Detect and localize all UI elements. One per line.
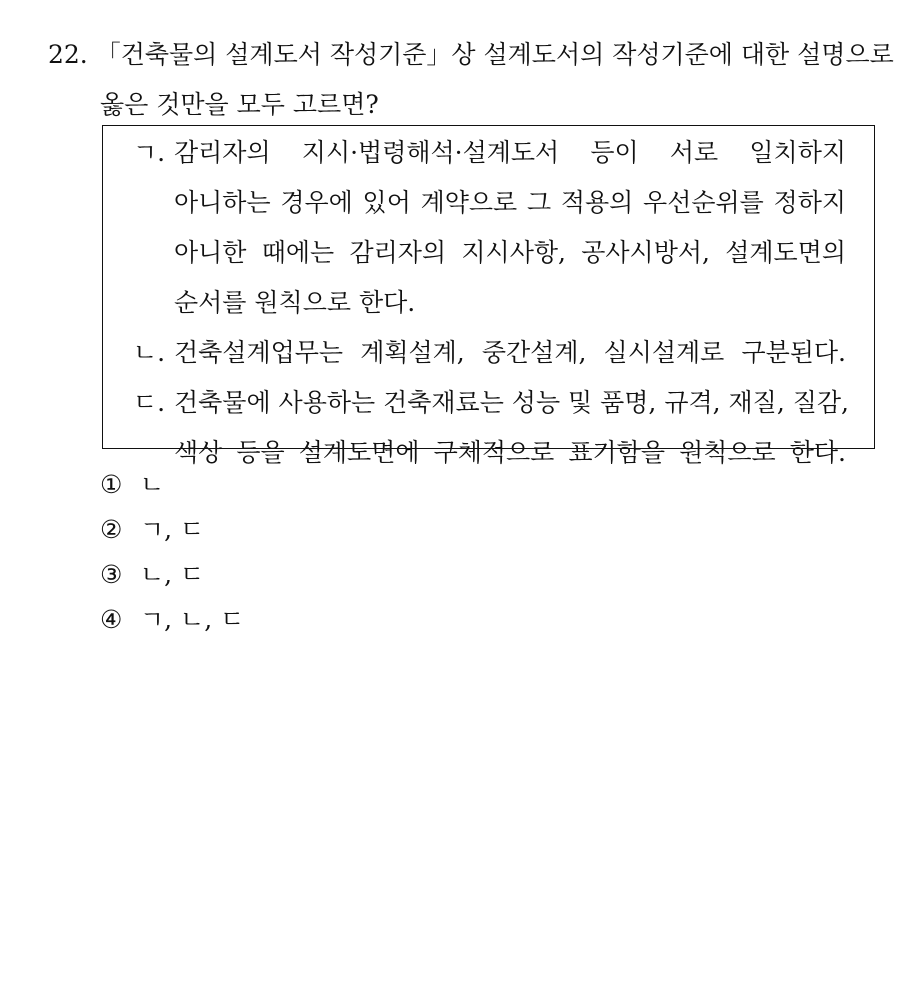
statement-giyeok bbox=[103, 128, 874, 328]
choice-text: ㄱ, ㄴ, ㄷ bbox=[140, 605, 245, 634]
statement-mark: ㄴ. bbox=[133, 338, 166, 367]
choice-number: ④ bbox=[100, 605, 123, 634]
statements-box bbox=[102, 125, 875, 467]
answer-choices bbox=[100, 462, 244, 642]
question-text-1: 「건축물의 설계도서 작성기준」상 설계도서의 작성기준에 대한 설명으로 bbox=[95, 40, 894, 69]
question-number: 22. bbox=[48, 40, 88, 69]
choice-text: ㄴ bbox=[140, 470, 165, 499]
question-text-2: 옳은 것만을 모두 고르면? bbox=[100, 90, 379, 119]
choice-number: ② bbox=[100, 515, 123, 544]
statement-line: 아니하는 경우에 있어 계약으로 그 적용의 우선순위를 정하지 bbox=[174, 188, 846, 217]
statement-line: 건축물에 사용하는 건축재료는 성능 및 품명, 규격, 재질, 질감, bbox=[174, 388, 849, 417]
statement-nieun bbox=[103, 328, 874, 378]
statement-line: 건축설계업무는 계획설계, 중간설계, 실시설계로 구분된다. bbox=[174, 338, 846, 367]
choice-text: ㄴ, ㄷ bbox=[140, 560, 205, 589]
choice-2[interactable] bbox=[100, 507, 244, 552]
choice-text: ㄱ, ㄷ bbox=[140, 515, 205, 544]
choice-number: ③ bbox=[100, 560, 123, 589]
choice-3[interactable] bbox=[100, 552, 244, 597]
statement-mark: ㄱ. bbox=[133, 138, 166, 167]
statement-line: 색상 등을 설계도면에 구체적으로 표기함을 원칙으로 한다. bbox=[174, 438, 846, 467]
statement-line: 감리자의 지시·법령해석·설계도서 등이 서로 일치하지 bbox=[174, 138, 846, 167]
choice-1[interactable] bbox=[100, 462, 244, 507]
question-line-1 bbox=[48, 30, 898, 80]
question-line-2 bbox=[48, 80, 898, 130]
statement-mark: ㄷ. bbox=[133, 388, 166, 417]
question-stem bbox=[48, 30, 898, 130]
statement-line: 아니한 때에는 감리자의 지시사항, 공사시방서, 설계도면의 bbox=[174, 238, 846, 267]
statement-line: 순서를 원칙으로 한다. bbox=[174, 288, 416, 317]
choice-number: ① bbox=[100, 470, 123, 499]
choice-4[interactable] bbox=[100, 597, 244, 642]
